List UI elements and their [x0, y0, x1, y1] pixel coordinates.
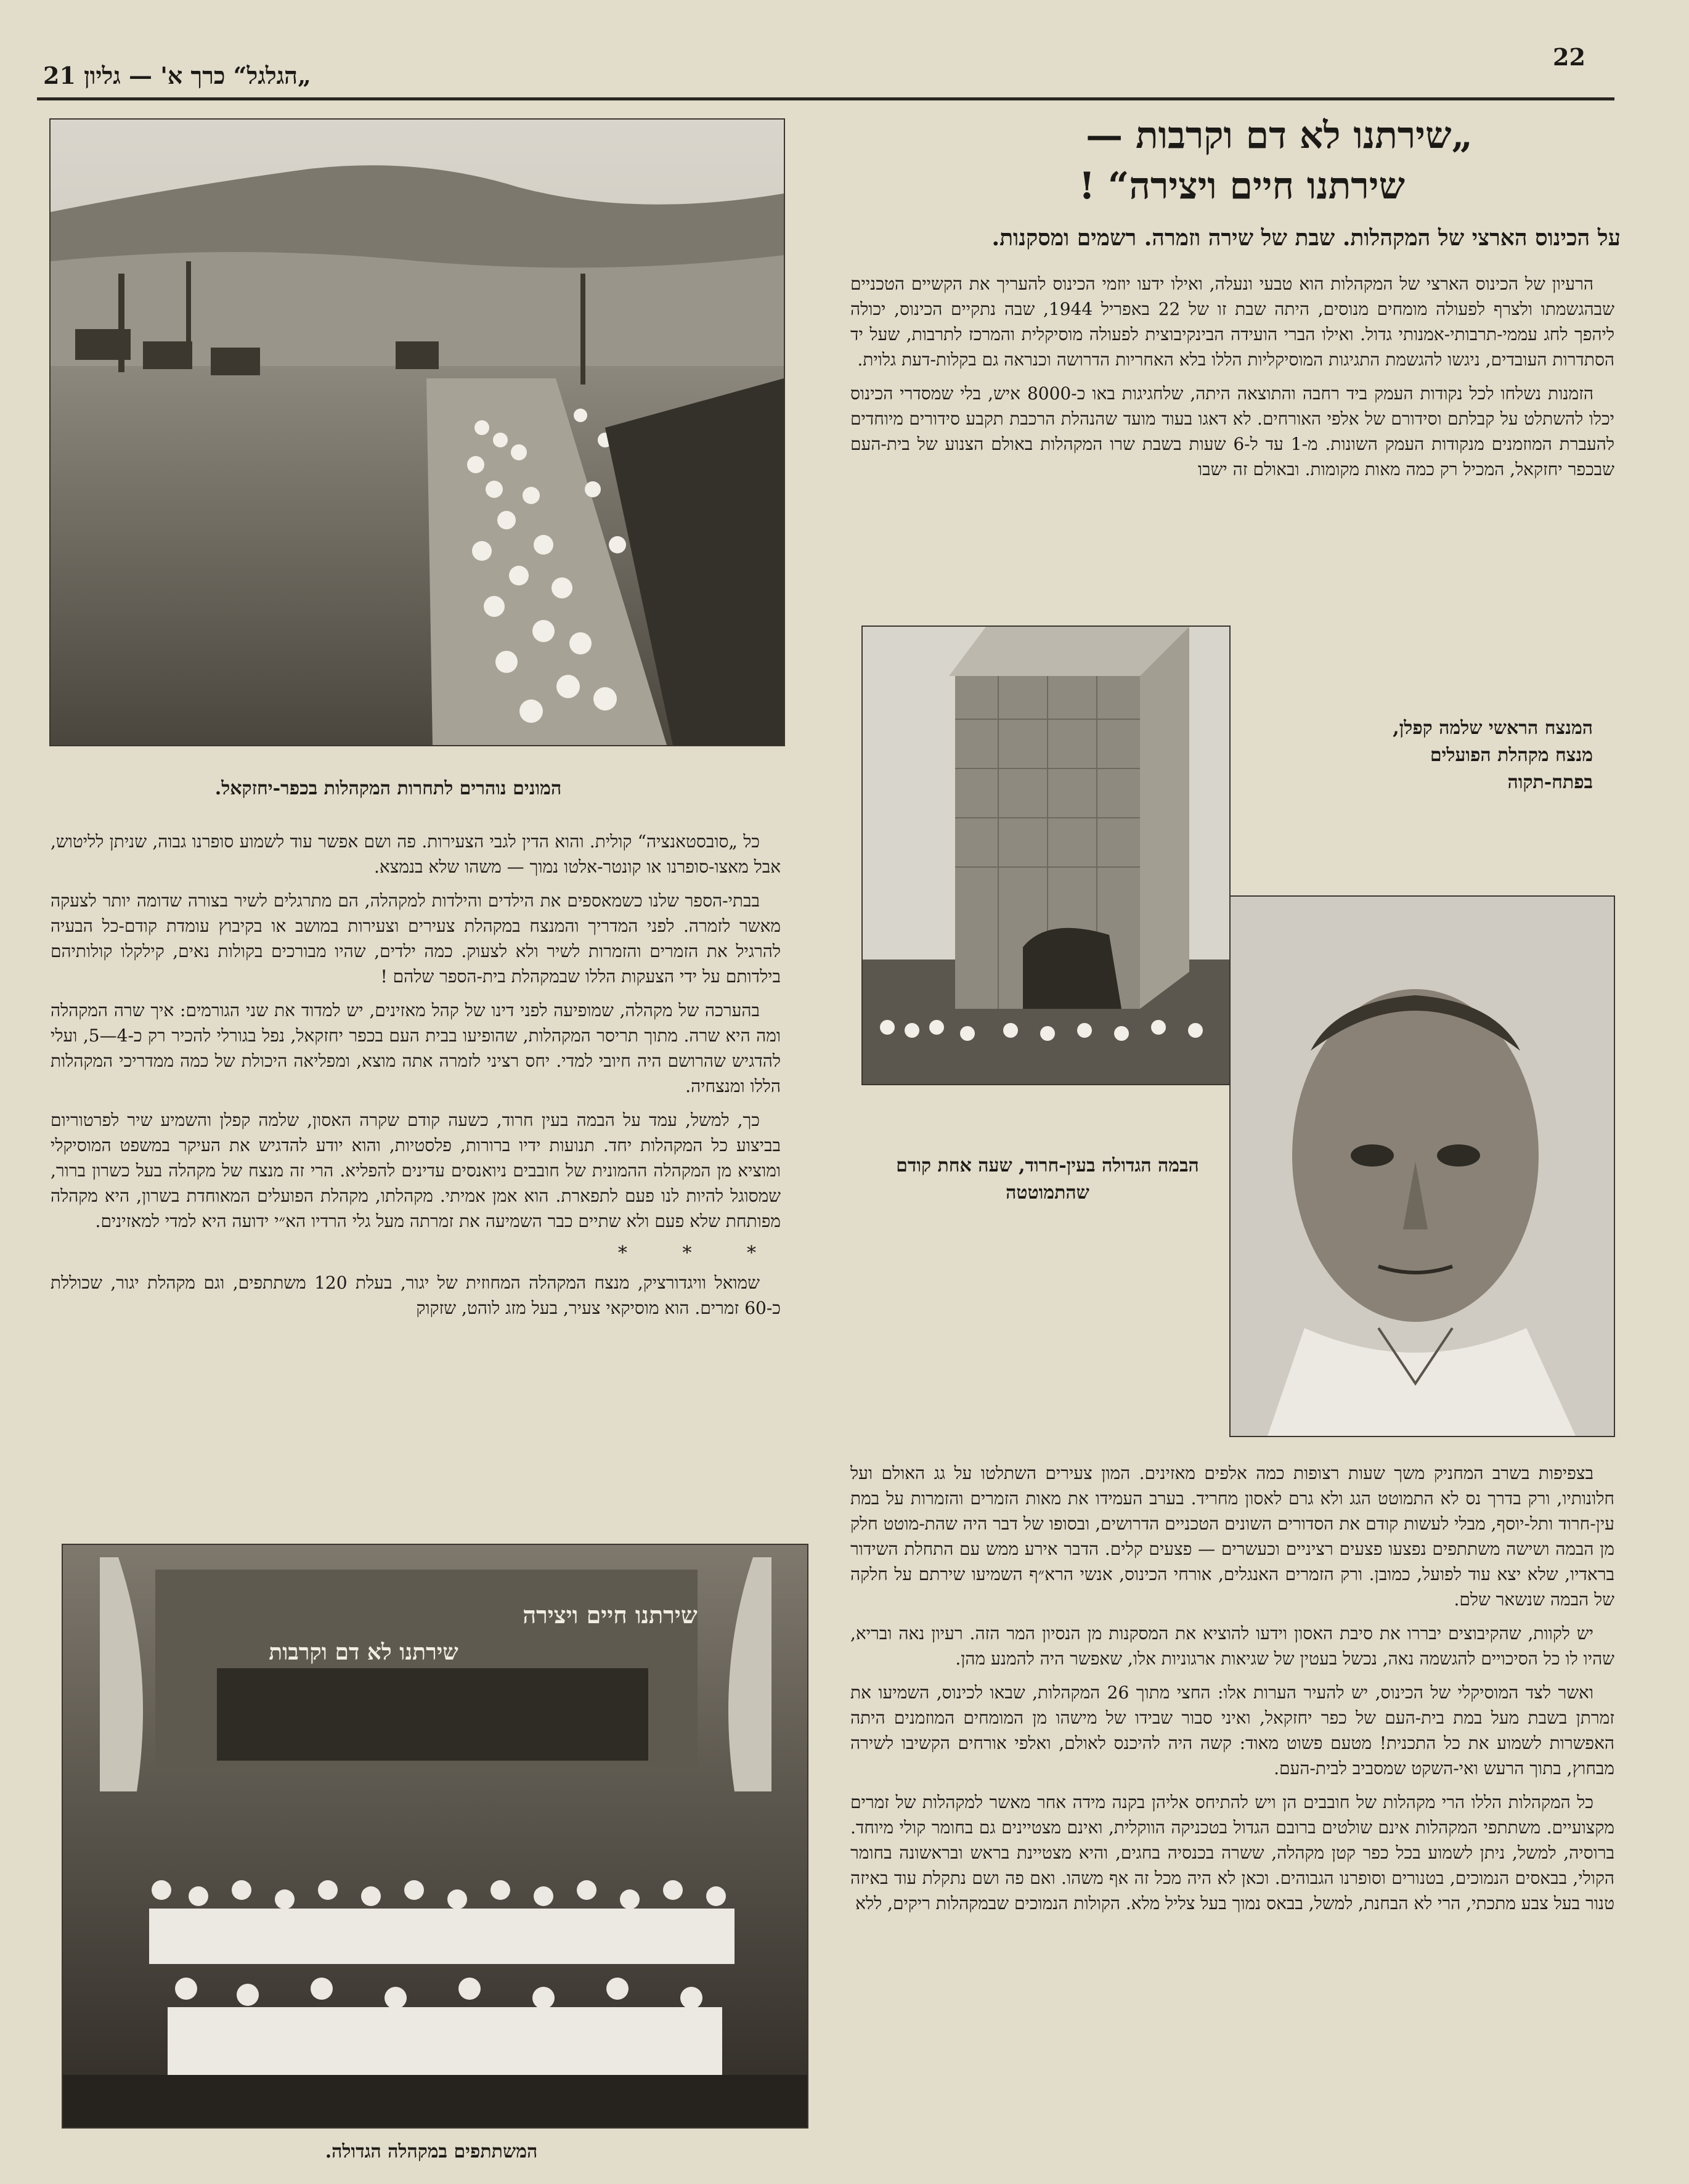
choir-banner-left: שירתנו לא דם וקרבות: [269, 1639, 458, 1665]
paragraph: הרעיון של הכינוס הארצי של המקהלות הוא טבעי ונעלה, ואילו ידעו יוזמי הכינוס להעריך את הקשיים הטכניים שבהגשמתו ולצרף לפעולה מומחים מנוסים, היתה שבת זו של 22 באפריל 1944, שבה נתקיים הכינוס, יכולה ליהפך לחג עממי-תרבותי-אמנותי גדול. ואילו הברי הועידה הבינקיבוצית לפעולה מוסיקלית והמרכז לתרבות, שעל יד הסתדרות העובדים, ניגשו להגשמת התגיגות המוסיקליות הללו בלא האחריות הדרושה וכנראה גם בקלות-דעת גלוית.: [850, 274, 1614, 370]
paragraph: כל „סובסטאנציה“ קולית. והוא הדין לגבי הצעירות. פה ושם אפשר עוד לשמוע סופרנו גבוה, שניתן לליטוש, אבל מאצו-סופרנו או קונטר-אלטו נמוך — משהו שלא בנמצא.: [51, 831, 781, 877]
paragraph: שמואל וויגדורציק, מנצח המקהלה המחוזית של יגור, בעלת 120 משתתפים, וגם מקהלת יגור, שכוללת כ-60 זמרים. הוא מוסיקאי צעיר, בעל מזג לוהט, שזקוק: [51, 1273, 781, 1318]
section-separator: * * *: [617, 1242, 781, 1264]
article-title-line1: „שירתנו לא דם וקרבות —: [1086, 114, 1473, 157]
right-column-top: [850, 271, 1614, 601]
article-title-line2: שירתנו חיים ויצירה“ !: [1078, 165, 1405, 208]
stage-photo: [861, 625, 1231, 1085]
choir-photo: [62, 1544, 808, 2129]
conductor-caption: המנצח הראשי שלמה קפלן, מנצח מקהלת הפועלים בפתח-תקוה: [1393, 717, 1593, 793]
choir-banner-right: שירתנו חיים ויצירה: [523, 1601, 698, 1629]
paragraph: יש לקוות, שהקיבוצים יבררו את סיבת האסון וידעו להוציא את המסקנות מן הנסיון המר הזה. רעיון נאה ובריא, שהיו לו כל הסיכויים להגשמה נאה, נכשל בעטין של שגיאות ארגוניות אלו, שאפשר היה להמנע מהן.: [850, 1623, 1614, 1669]
page-number: 22: [1553, 43, 1585, 71]
paragraph: ואשר לצד המוסיקלי של הכינוס, יש להעיר הערות אלו: החצי מתוך 26 המקהלות, שבאו לכינוס, השמיעו את זמרתן בשבת מעל במת בית-העם של כפר יחזקאל, ואיני סבור שבידו של מישהו מן המומחים המוזמנים היתה האפשרות לשמוע את כל התכנית! מטעם פשוט מאוד: קשה היה להיכנס לאולם, ואלפי אורחים הקשיבו לשירה מבחוץ, בתוך הרעש ואי-השקט שמסביב לבית-העם.: [850, 1682, 1614, 1779]
paragraph: כך, למשל, עמד על הבמה בעין חרוד, כשעה קודם שקרה האסון, שלמה קפלן והשמיע שיר לפרטוריום בביצוע כל המקהלות יחד. תנועות ידיו ברורות, פלסטיות, והוא יודע להדגיש את העיקר במשפט המוסיקלי ומוציא מן המקהלה ההמונית של חובבים ניואנסים עדינים להפליא. הרי זה מנצח של מקהלה בעל כשרון ברור, שמסוגל להיות לנו פעם לתפארת. הוא אמן אמיתי. מקהלתו, מקהלת הפועלים המאוחדת בשרון, היא מקהלה מפותחת שלא פעם ולא שתיים כבר השמיעה את זמרתה מעל גלי הרדיו הא״י ידועה היא למדי למאזינים.: [51, 1110, 781, 1231]
paragraph: בצפיפות בשרב המחניק משך שעות רצופות כמה אלפים מאזינים. המון צעירים השתלטו על גג האולם ועל חלונותיו, ורק בדרך נס לא התמוטט הגג ולא גרם לאסון מחריד. בערב העמידו את מאות הזמרים והזמרות על במת עין-חרוד ותל-יוסף, מבלי לעשות קודם את הסדורים השונים הטכניים הדרושים, ובסופו של דבר היה שהת-מוטט חלק מן הבמה ושישה משתתפים נפצעו פצעים רציניים וכעשרים — פצעים קלים. הדבר אירע ממש עם התחלת השידור בראדיו, שלא יצא עוד לפועל, כמובן. ורק הזמרים האנגלים, אורחי הכינוס, אנשי הרא״ף השמיעו שירתם על חלקה של הבמה שנשאר שלם.: [850, 1463, 1614, 1610]
article-subtitle: על הכינוס הארצי של המקהלות. שבת של שירה וזמרה. רשמים ומסקנות.: [991, 225, 1621, 251]
left-column: [51, 829, 781, 1544]
running-head: „הגלגל“ כרך א' — גליון 21: [43, 62, 311, 89]
paragraph: בהערכה של מקהלה, שמופיעה לפני דינו של קהל מאזינים, יש למדוד את שני הגורמים: איך שרה המקהלה ומה היא שרה. מתוך תריסר המקהלות, שהופיעו בבית העם בכפר יחזקאל, נפל בגורלי להכיר רק כ-4—5, ועלי להדגיש שהרושם היה חיובי למדי. יחס רציני לזמרה אתה מוצא, ומפליאה היכולת של כמה ממדריכי המקהלות הללו ומנצחיה.: [51, 1000, 781, 1096]
crowd-photo: [49, 118, 785, 746]
right-column-bottom: [850, 1461, 1614, 2184]
stage-photo-caption: הבמה הגדולה בעין-חרוד, שעה אחת קודם שהתמוטטה: [896, 1155, 1199, 1204]
crowd-photo-caption: המונים נוהרים לתחרות המקהלות בכפר-יחזקאל.: [214, 778, 562, 799]
paragraph: כל המקהלות הללו הרי מקהלות של חובבים הן ויש להתיחס אליהן בקנה מידה אחר מאשר למקהלות של זמרים מקצועיים. משתתפי המקהלות אינם שולטים ברובם הגדול בטכניקה הווקלית, ואינם מצטיינים גם בחומר קולי מיוחד. ברוסיה, למשל, ניתן לשמוע בכל כפר קטן מקהלה, ששרה בכנסיה בחגים, והיא מצטיינת בראש ובראשונה בחומר הקולי, בבאסים הנמוכים, בטנורים וסופרנו הגבוהים. וכאן לא היה מכל זה אף משהו. ואם פה ושם נתקלת עוד באיזה טנור בעל צבע מתכתי, הרי לא הבחנת, למשל, בבאס נמוך בעל צליל מלא. הקולות הנמוכים שבמקהלות ריקים, ללא: [850, 1792, 1614, 1913]
header-rule: [37, 97, 1614, 100]
paragraph: בבתי-הספר שלנו כשמאספים את הילדים והילדות למקהלה, הם מתרגלים לשיר בצורה שדומה יותר לצעקה מאשר לזמרה. לפני המדריך והמנצח במקהלת צעירים וצעירות במושב או בקיבוץ עומדת קודם-כל הבעיה להרגיל את הזמרים והזמרות לשיר ולא לצעוק. כמה ילדים, שהיו מבורכים בקולות נאים, קילקלו קולותיהם בילדותם על ידי הצעקות הללו שבמקהלת בית-הספר שלהם !: [51, 890, 781, 987]
paragraph: הזמנות נשלחו לכל נקודות העמק ביד רחבה והתוצאה היתה, שלחגיגות באו כ-8000 איש, בלי שמסדרי הכינוס יכלו להשתלט על קבלתם וסידורם של אלפי האורחים. לא דאגו בעוד מועד שהנהלת הרכבת תקבע סידורים מיוחדים להעברת המוזמנים מנקודות העמק השונות. מ-1 עד ל-6 שעות בשבת שרו המקהלות באולם הצנוע של בית-העם שבכפר יחזקאל, המכיל רק כמה מאות מקומות. ובאולם זה ישבו: [850, 383, 1614, 479]
choir-photo-caption: המשתתפים במקהלה הגדולה.: [325, 2141, 538, 2162]
conductor-portrait-photo: [1229, 895, 1615, 1437]
